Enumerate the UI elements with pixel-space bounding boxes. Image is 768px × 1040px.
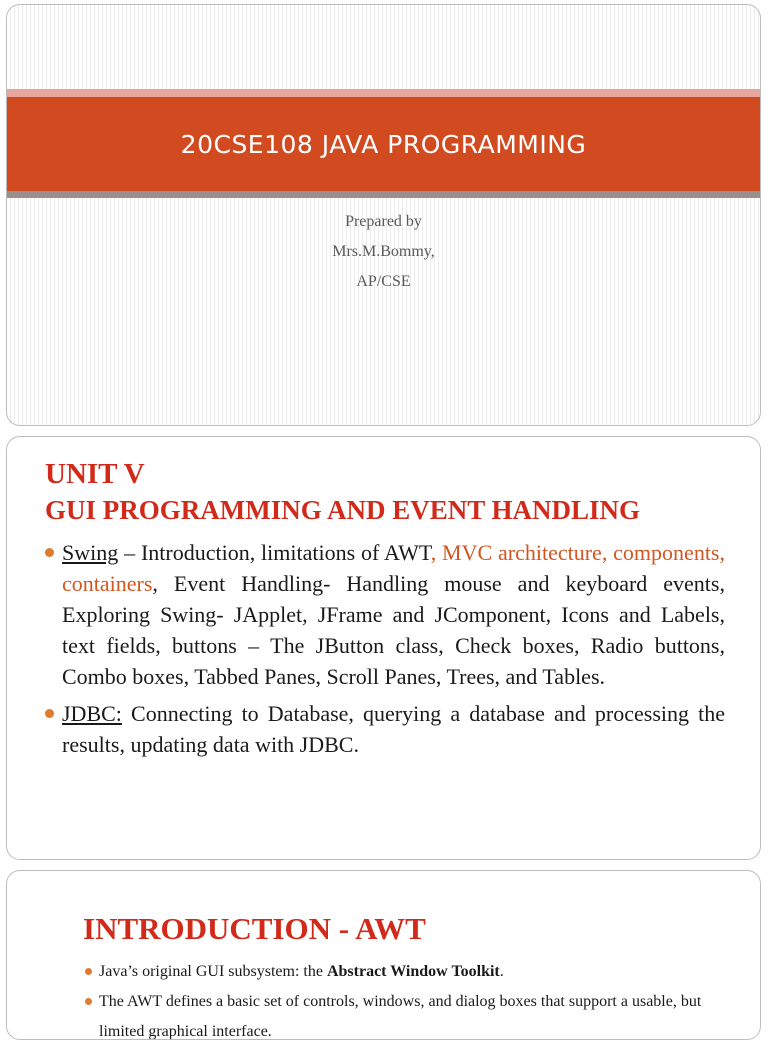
list-item: [45, 698, 725, 760]
intro-awt-slide: [6, 870, 761, 1040]
bullet-icon: [45, 548, 54, 557]
unit-title: UNIT V: [45, 458, 145, 490]
list-item: [85, 987, 725, 1040]
list-item: [85, 957, 725, 987]
unit-heading: GUI PROGRAMMING AND EVENT HANDLING: [45, 495, 641, 525]
title-slide: [6, 4, 761, 426]
bullet-icon: [85, 968, 92, 975]
band-top-stripe: [7, 89, 760, 97]
prepared-by-label: Prepared by: [345, 213, 422, 230]
title-band: [7, 97, 760, 191]
swing-term: Swing: [62, 540, 119, 565]
awt-text-1: Java’s original GUI subsystem: the: [99, 963, 327, 980]
author-block: [7, 207, 760, 297]
jdbc-text: Connecting to Database, querying a database and processing the results, updating data with JDBC.: [62, 701, 725, 757]
jdbc-term: JDBC:: [62, 701, 122, 726]
swing-text-1: – Introduction, limitations of AWT: [118, 540, 431, 565]
list-item: [45, 537, 725, 692]
syllabus-slide: [6, 436, 761, 860]
syllabus-list: [45, 537, 725, 766]
swing-text-2: , Event Handling- Handling mouse and keyboard events, Exploring Swing- JApplet, JFrame and JComponent, Icons and Labels, text fields, buttons – The JButton class, Check boxes, Radio buttons, Combo boxes, Tabbed Panes, Scroll Panes, Trees, and Tables.: [62, 571, 725, 689]
bullet-icon: [45, 709, 54, 718]
slide-heading: INTRODUCTION - AWT: [83, 911, 426, 946]
author-designation: AP/CSE: [356, 273, 411, 290]
awt-list: [85, 957, 725, 1040]
swing-highlight: , MVC architecture, components, containers: [62, 540, 725, 596]
awt-text-2: The AWT defines a basic set of controls, windows, and dialog boxes that support a usable, but limited graphical interface.: [99, 993, 702, 1040]
awt-text-end: .: [499, 963, 504, 980]
bullet-icon: [85, 998, 92, 1005]
awt-term: Abstract Window Toolkit: [326, 963, 500, 980]
band-bottom-stripe: [7, 191, 760, 198]
author-name: Mrs.M.Bommy,: [332, 243, 435, 260]
course-title: 20CSE108 JAVA PROGRAMMING: [180, 129, 587, 159]
